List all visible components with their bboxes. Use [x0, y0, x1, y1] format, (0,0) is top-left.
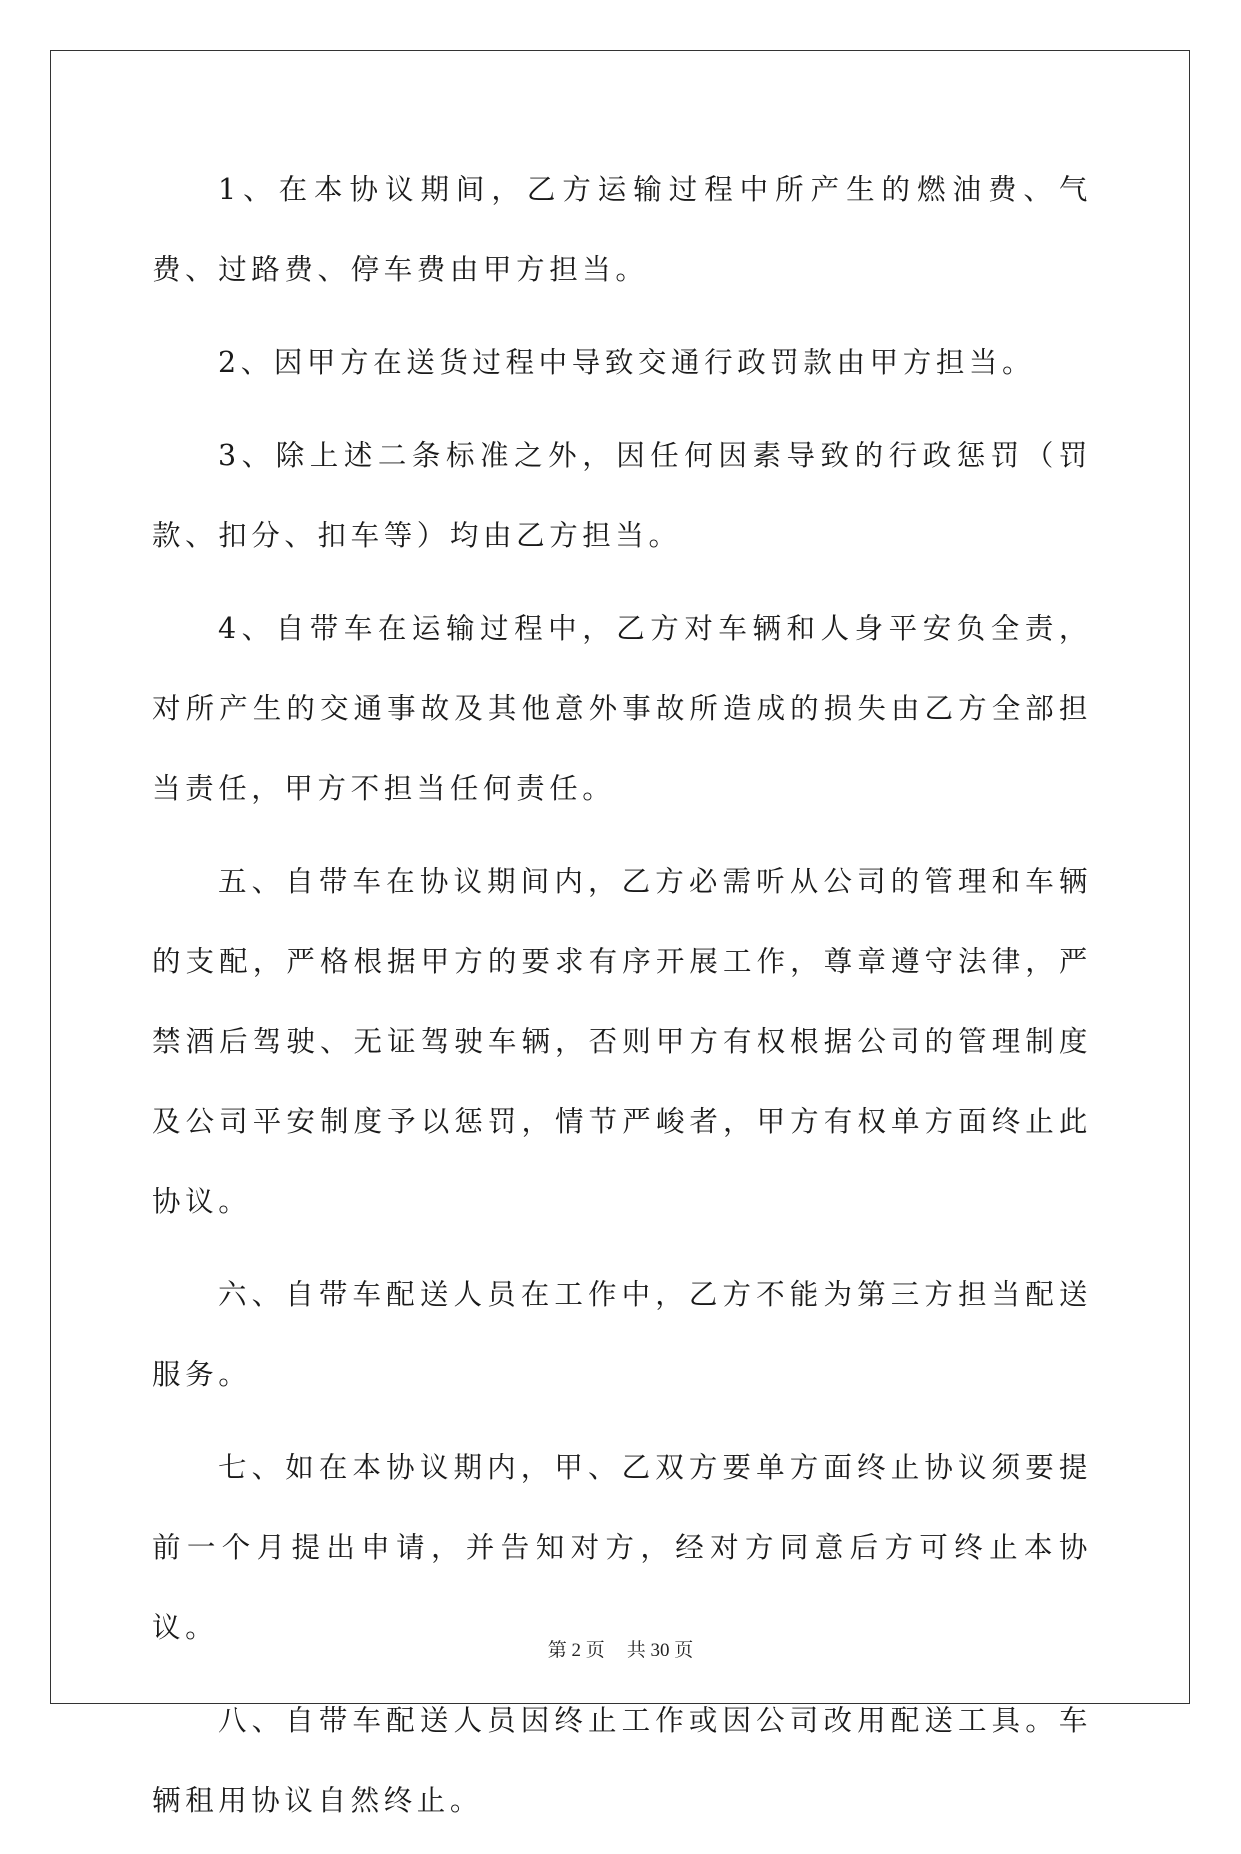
- document-body: [152, 150, 1092, 1854]
- page-number: 第 2 页: [547, 1640, 605, 1661]
- total-pages: 共 30 页: [626, 1640, 694, 1661]
- paragraph-2: 2、因甲方在送货过程中导致交通行政罚款由甲方担当。: [218, 346, 1036, 379]
- paragraph-8: 八、自带车配送人员因终止工作或因公司改用配送工具。车辆租用协议自然终止。: [152, 1704, 1092, 1817]
- paragraph-5: 五、自带车在协议期间内，乙方必需听从公司的管理和车辆的支配，严格根据甲方的要求有序开展工作，尊章遵守法律，严禁酒后驾驶、无证驾驶车辆，否则甲方有权根据公司的管理制度及公司平安制度予以惩罚，情节严峻者，甲方有权单方面终止此协议。: [152, 865, 1092, 1218]
- paragraph-7: 七、如在本协议期内，甲、乙双方要单方面终止协议须要提前一个月提出申请，并告知对方，经对方同意后方可终止本协议。: [152, 1451, 1092, 1644]
- paragraph-6: 六、自带车配送人员在工作中，乙方不能为第三方担当配送服务。: [152, 1278, 1092, 1391]
- page-footer: [0, 1635, 1241, 1662]
- paragraph-4: 4、自带车在运输过程中，乙方对车辆和人身平安负全责，对所产生的交通事故及其他意外事故所造成的损失由乙方全部担当责任，甲方不担当任何责任。: [152, 612, 1092, 805]
- paragraph-1: 1、在本协议期间，乙方运输过程中所产生的燃油费、气费、过路费、停车费由甲方担当。: [152, 173, 1092, 286]
- paragraph-3: 3、除上述二条标准之外，因任何因素导致的行政惩罚（罚款、扣分、扣车等）均由乙方担当。: [152, 439, 1092, 552]
